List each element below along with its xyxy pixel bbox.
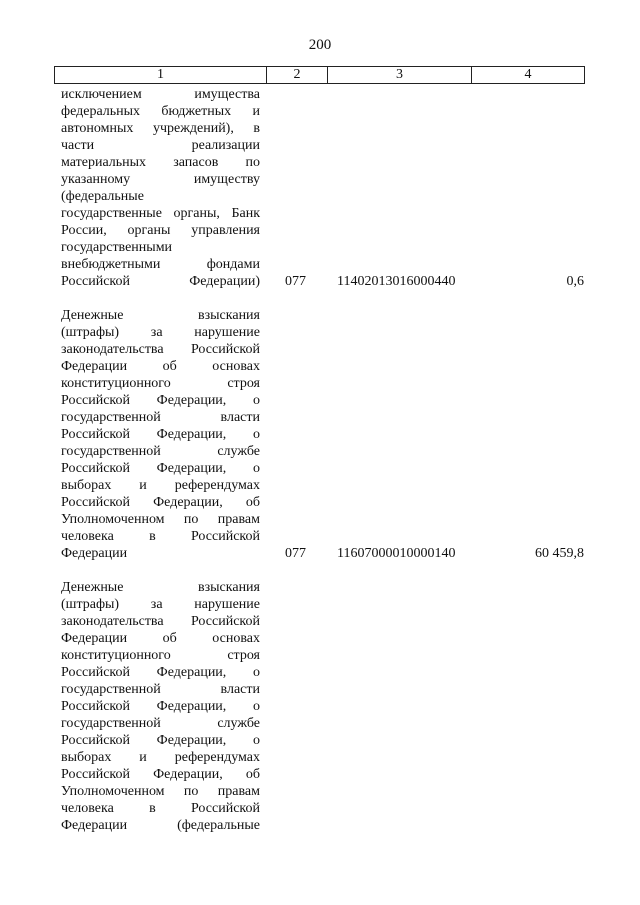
description-line: Федерации об основах xyxy=(61,359,260,374)
description-line: Денежные взыскания xyxy=(61,308,260,323)
description-line: Российской Федерации) xyxy=(61,274,260,289)
description-line: государственными xyxy=(61,240,173,255)
table-row xyxy=(0,86,640,290)
description-line: государственной власти xyxy=(61,682,260,697)
page-number: 200 xyxy=(308,37,332,53)
description-line: Денежные взыскания xyxy=(61,580,260,595)
description-line: законодательства Российской xyxy=(61,342,260,357)
row-description xyxy=(61,307,260,562)
description-line: России, органы управления xyxy=(61,223,260,238)
description-line: человека в Российской xyxy=(61,801,260,816)
description-line: конституционного строя xyxy=(61,376,260,391)
description-line: законодательства Российской xyxy=(61,614,260,629)
description-line: Российской Федерации, о xyxy=(61,665,260,680)
description-line: автономных учреждений), в xyxy=(61,121,260,136)
table-row xyxy=(0,307,640,562)
amount-cell: 0,6 xyxy=(566,274,584,289)
column-header-4: 4 xyxy=(524,67,532,82)
description-line: государственные органы, Банк xyxy=(61,206,260,221)
description-line: Уполномоченном по правам xyxy=(61,512,260,527)
description-line: внебюджетными фондами xyxy=(61,257,260,272)
description-line: (федеральные xyxy=(61,189,144,204)
description-line: Федерации (федеральные xyxy=(61,818,260,833)
row-description xyxy=(61,579,260,834)
table-header-row xyxy=(54,66,585,84)
description-line: Российской Федерации, о xyxy=(61,733,260,748)
description-line: Российской Федерации, о xyxy=(61,461,260,476)
description-line: (штрафы) за нарушение xyxy=(61,325,260,340)
column-header-1: 1 xyxy=(55,67,267,83)
description-line: выборах и референдумах xyxy=(61,478,260,493)
description-line: части реализации xyxy=(61,138,260,153)
description-line: государственной службе xyxy=(61,444,260,459)
kbk-code-cell: 11607000010000140 xyxy=(337,546,456,561)
row-description xyxy=(61,86,260,290)
description-line: Федерации об основах xyxy=(61,631,260,646)
table-row xyxy=(0,579,640,834)
admin-code-cell: 077 xyxy=(285,546,306,561)
description-line: Российской Федерации, о xyxy=(61,393,260,408)
description-line: выборах и референдумах xyxy=(61,750,260,765)
description-line: исключением имущества xyxy=(61,87,260,102)
description-line: Уполномоченном по правам xyxy=(61,784,260,799)
description-line: Российской Федерации, об xyxy=(61,767,260,782)
table-body xyxy=(0,86,640,834)
description-line: Российской Федерации, о xyxy=(61,699,260,714)
description-line: Федерации xyxy=(61,546,128,561)
description-line: Российской Федерации, об xyxy=(61,495,260,510)
kbk-code-cell: 11402013016000440 xyxy=(337,274,456,289)
description-line: человека в Российской xyxy=(61,529,260,544)
description-line: (штрафы) за нарушение xyxy=(61,597,260,612)
column-header-3: 3 xyxy=(328,67,472,83)
admin-code-cell: 077 xyxy=(285,274,306,289)
description-line: государственной власти xyxy=(61,410,260,425)
description-line: указанному имуществу xyxy=(61,172,260,187)
description-line: Российской Федерации, о xyxy=(61,427,260,442)
column-header-2: 2 xyxy=(267,67,328,83)
description-line: конституционного строя xyxy=(61,648,260,663)
description-line: федеральных бюджетных и xyxy=(61,104,260,119)
amount-cell: 60 459,8 xyxy=(535,546,584,561)
description-line: государственной службе xyxy=(61,716,260,731)
description-line: материальных запасов по xyxy=(61,155,260,170)
